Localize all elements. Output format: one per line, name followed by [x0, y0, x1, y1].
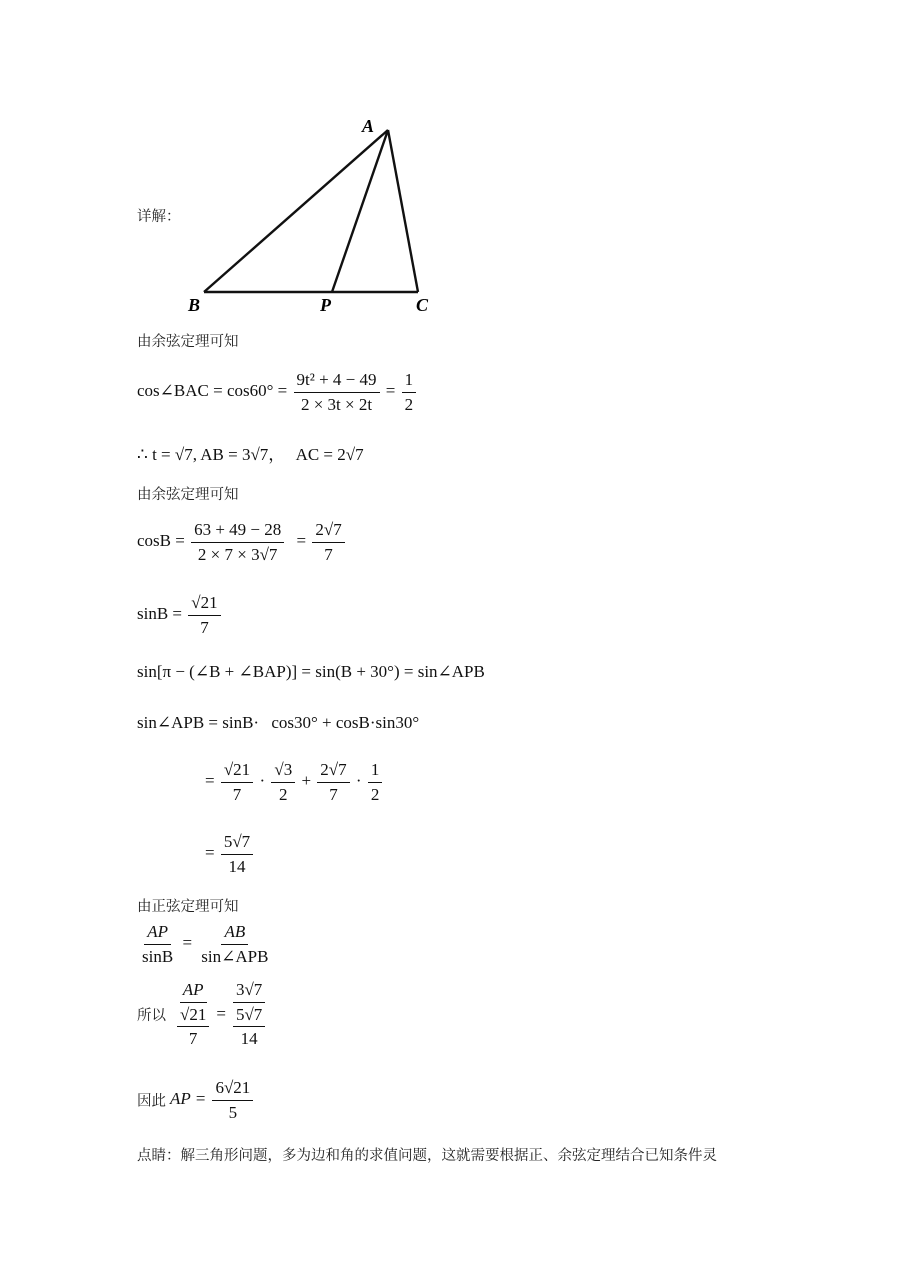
eq3-lhs: cosB =: [137, 530, 185, 550]
side-ac: [388, 130, 418, 292]
equation-cos-bac: cos∠BAC = cos60° = $\frac{\text{9t² + 4 − 49}}{2 \times 3t \times 2t}$ = $\frac{1}{2}$: [137, 370, 418, 414]
eq4-denominator: 7: [200, 617, 209, 637]
equation-sin-apb-identity: sin[π − (∠B + ∠BAP)] = sin(B + 30°) = sin∠APB: [137, 662, 485, 681]
eq8-num: 5√7: [221, 832, 253, 855]
eq9-left-num: AP: [144, 922, 171, 945]
eq7-f3-num: 2√7: [317, 760, 349, 783]
eq4-lhs: sinB =: [137, 603, 183, 623]
comment-text: 点睛：解三角形问题，多为边和角的求值问题，这就需要根据正、余弦定理结合已知条件灵: [137, 1148, 717, 1164]
therefore-label: 因此: [137, 1093, 166, 1110]
eq10-right-num: 3√7: [233, 980, 265, 1003]
eq3-fraction: [191, 520, 284, 564]
eq7-fraction-3: [317, 760, 349, 804]
eq3-result-denominator: 7: [324, 544, 333, 564]
eq3-result-numerator: 2√7: [312, 520, 344, 543]
eq10-left: [172, 980, 214, 1049]
cosine-rule-label-1: 由余弦定理可知: [137, 334, 239, 350]
eq1-lhs: cos∠BAC = cos60° =: [137, 380, 288, 400]
detail-label: 详解：: [137, 209, 181, 225]
eq1-denominator: 2 × 3t × 2t: [300, 394, 373, 414]
eq10-left-num: AP: [180, 980, 207, 1003]
eq7-f3-den: 7: [329, 784, 338, 804]
eq9-left: [139, 922, 176, 966]
equation-sin-apb-expansion: [137, 713, 419, 733]
eq11-fraction: [212, 1078, 253, 1122]
eq10-right-den-den: 14: [240, 1029, 258, 1049]
eq10-left-den-fraction: [177, 1005, 209, 1049]
eq9-right-num: AB: [221, 922, 248, 945]
eq11-num: 6√21: [212, 1078, 253, 1101]
eq3-result: [312, 520, 344, 564]
eq1-result: [402, 370, 417, 414]
vertex-label-b: B: [188, 295, 201, 315]
eq10-left-den-den: 7: [188, 1029, 198, 1049]
equation-so: 所以 $\frac{AP}{\frac{√21}{7}}$ = $\frac{3√7}{\frac{5√7}{14}}$: [137, 980, 272, 1049]
eq1-numerator: 9t² + 4 − 49: [294, 370, 380, 393]
eq7-f2-num: √3: [271, 760, 295, 783]
eq7-f4-den: 2: [370, 784, 380, 804]
eq7-f2-den: 2: [279, 784, 288, 804]
eq2-t-part: ∴ t = √7, AB = 3√7，: [137, 445, 286, 464]
eq1-fraction: [294, 370, 380, 414]
eq3-denominator: 2 × 7 × 3√7: [197, 544, 278, 564]
eq3-numerator: 63 + 49 − 28: [191, 520, 284, 543]
triangle-diagram: [180, 110, 440, 320]
eq7-fraction-4: [368, 760, 383, 804]
point-label-p: P: [320, 295, 331, 315]
eq4-fraction: [188, 593, 220, 637]
eq10-right-den-num: 5√7: [233, 1005, 265, 1028]
eq7-f1-den: 7: [232, 784, 242, 804]
eq9-right-den: sin∠APB: [201, 946, 269, 966]
cosine-rule-label-2: 由余弦定理可知: [137, 487, 239, 503]
eq10-right: [228, 980, 270, 1049]
equation-sin-b: [137, 593, 223, 637]
eq11-lhs: AP =: [170, 1088, 207, 1108]
eq1-result-denominator: 2: [404, 394, 414, 414]
vertex-label-a: A: [362, 116, 375, 136]
equation-result: = $\frac{5√7}{14}$: [205, 832, 255, 876]
sine-rule-label: 由正弦定理可知: [137, 899, 239, 915]
eq2-ac-part: AC = 2√7: [295, 445, 364, 464]
eq11-den: 5: [228, 1102, 238, 1122]
eq8-den: 14: [228, 856, 246, 876]
equation-cos-b: cosB = $\frac{63 + 49 - 28}{2 \times 7 \times 3√7}$ = $\frac{2√7}{7}$: [137, 520, 347, 564]
eq7-f4-num: 1: [368, 760, 383, 783]
eq9-right: [198, 922, 271, 966]
eq10-right-den-fraction: [233, 1005, 265, 1049]
eq8-fraction: [221, 832, 253, 876]
vertex-label-c: C: [416, 295, 429, 315]
eq6-rhs: cos30° + cosB·sin30°: [271, 713, 420, 732]
so-label: 所以: [137, 1007, 166, 1024]
eq4-numerator: √21: [188, 593, 220, 616]
eq7-f1-num: √21: [221, 760, 253, 783]
equation-sine-rule: $\frac{AP}{\sin B}$ = $\frac{AB}{\text{sin∠APB}}$: [137, 922, 273, 966]
equation-substitution: = $\frac{√21}{7}$ · $\frac{√3}{2}$ + $\frac{2√7}{7}$ · $\frac{1}{2}$: [205, 760, 384, 804]
equation-t-ab-ac: [137, 440, 364, 465]
eq7-fraction-1: [221, 760, 253, 804]
equation-therefore: [137, 1078, 255, 1122]
eq1-result-numerator: 1: [402, 370, 417, 393]
eq10-left-den-num: √21: [177, 1005, 209, 1028]
eq7-fraction-2: [271, 760, 295, 804]
eq9-left-den: sinB: [142, 946, 174, 966]
eq6-lhs: sin∠APB = sinB·: [137, 713, 260, 732]
